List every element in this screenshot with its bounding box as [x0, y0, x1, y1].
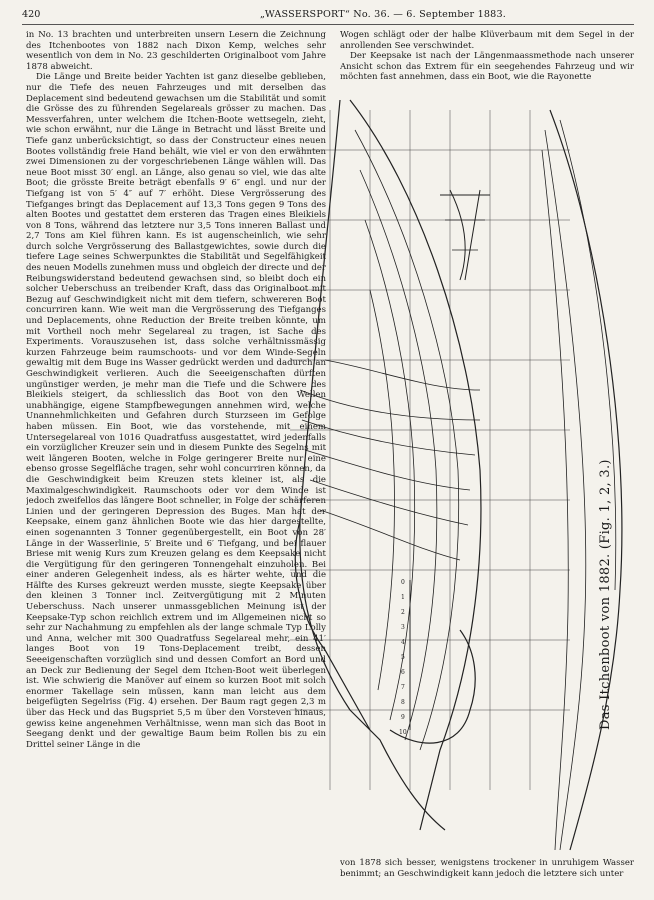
scale-mark: 0 [401, 579, 405, 586]
half-breadth-outline [350, 100, 481, 830]
page-number: 420 [22, 9, 41, 20]
paragraph: Der Keepsake ist nach der Längenmaassmethode nach unserer Ansicht schon das Extrem für ein seegehendes Fahrzeug und wir möchten fast annehmen, dass ein Boot, wie die Rayonette [340, 51, 634, 83]
figure-caption: Das Itchenboot von 1882. (Fig. 1, 2, 3.) [598, 459, 613, 730]
body-section [302, 420, 475, 455]
scale-mark: 2 [401, 609, 405, 616]
body-section [320, 510, 460, 560]
paragraph: Die Länge und Breite beider Yachten ist ganz dieselbe geblieben, nur die Tiefe des neuen Fahrzeuges und mit derselben das Deplacement sind bedeutend gewachsen um die Stabilität und somit die Grösse des zu führenden Segelareals grösser zu machen. Das Messverfahren, unter welchem die Itchen-Boote wettsegeln, zieht, wie schon erwähnt, nur die Länge in Betracht und lässt Breite und Tiefe ganz unberücksichtigt, so dass der Constructeur eines neuen Bootes vollständig freie Hand behält, wie viel er von den erwähnten zwei Dimensionen zu der vorgeschriebenen Länge wählen will. Das neue Boot misst 30′ engl. an Länge, also genau so viel, wie das alte Boot; die grösste Breite beträgt ebenfalls 9′ 6″ engl. und nur der Tiefgang ist von 5′ 4″ auf 7′ erhöht. Diese Vergrösserung des Tiefganges bringt das Deplacement auf 13,3 Tons gegen 9 Tons des alten Bootes und gestattet dem ersteren das Tragen eines Bleikiels von 8 Tons, während das letztere nur 3,5 Tons inneren Ballast und 2,7 Tons am Kiel führen kann. Es ist augenscheinlich, wie sehr durch solche Vergrösserung des Ballastgewichtes, sowie durch die tiefere Lage seines Schwerpunktes die Stabilität und Segelfähigkeit des neuen Modells zunehmen muss und obgleich der directe und der Reibungswiderstand bedeutend gewachsen sind, so bleibt doch ein solcher Ueberschuss an treibender Kraft, dass das Originalboot mit Bezug auf Geschwindigkeit nicht mit dem tiefern, schwereren Boot concurriren kann. Wie weit man die Vergrösserung des Tiefganges und Deplacements, ohne Reduction der Breite treiben könnte, um mit Vortheil noch mehr Segelareal zu tragen, ist Sache des Experiments. Vorauszusehen ist, dass solche verhältnissmässig kurzen Fahrzeuge beim raumschoots- und vor dem Winde-Segeln gewaltig mit dem Buge ins Wasser gedrückt werden und dadurch an Geschwindigkeit verlieren. Auch die Seeeigenschaften dürften ungünstiger werden, je mehr man die Tiefe und die Schwere des Bleikiels steigert, da schliesslich das Boot von den Wellen unabhängige, eigene Stampfbewegungen annehmen wird, welche Unannehmlichkeiten und Gefahren durch Sturzseen im Gefolge haben müssen. Ein Boot, wie das vorstehende, mit einem Untersegelareal von 1016 Quadratfuss ausgestattet, wird jedenfalls ein vorzüglicher Kreuzer sein und in diesem Punkte des Segelns mit weit längeren Booten, welche in Folge geringerer Breite nur eine ebenso grosse Segelfläche tragen, sehr wohl concurriren können, da die Geschwindigkeit beim Kreuzen stets kleiner ist, als die Maximalgeschwindigkeit. Raumschoots oder vor dem Winde ist jedoch zweifellos das längere Boot schneller, in Folge der schärferen Linien und der geringeren Depression des Buges. Man hat der Keepsake, einem ganz ähnlichen Boote wie das hier dargestellte, einen sogenannten 3 Tonner gegenübergestellt, ein Boot von 28′ Länge in der Wasserlinie, 5′ Breite und 6′ Tiefgang, und bei flauer Briese mit wenig Kurs zum Kreuzen gelang es dem Keepsake nicht die Vergütigung für den geringeren Tonnengehalt einzuholen. Bei einer anderen Gelegenheit indess, als es härter wehte, und die Hälfte des Kurses gekreuzt werden musste, siegte Keepsake über den kleinen 3 Tonner incl. Zeitvergütigung mit 2 Minuten Ueberschuss. Nach unserer unmassgeblichen Meinung ist der Keepsake-Typ schon reichlich extrem und im Allgemeinen nicht so sehr zur Nachahmung zu empfehlen als der lange schmale Typ Lolly und Anna, welcher mit 300 Quadratfuss Segelareal mehr, ein 41′ langes Boot von 19 Tons-Deplacement treibt, dessen Seeeigenschaften vorzüglich sind und dessen Comfort an Bord und an Deck zur Bedienung der Segel dem Itchen-Boot weit überlegen ist. Wie schwierig die Manöver auf einem so kurzen Boot mit solch enormer Takellage sein müssen, kann man leicht aus dem beigefügten Segelriss (Fig. 4) ersehen. Der Baum ragt gegen 2,3 m über das Heck und das Bugspriet 5,5 m über den Vorsteven hinaus, gewiss keine angenehmen Verhältnisse, wenn man sich das Boot in Seegang denkt und der gewaltige Baum beim Rollen bis zu ein Drittel seiner Länge in die [26, 72, 326, 750]
scale-mark: 7 [401, 684, 405, 691]
hull-profile [300, 100, 445, 830]
waterline [360, 170, 437, 740]
scale-mark: 8 [401, 699, 405, 706]
scale-mark: 6 [401, 669, 405, 676]
yacht-lines-drawing [270, 90, 654, 855]
scale-mark: 3 [401, 624, 405, 631]
scale-mark: 4 [401, 639, 405, 646]
waterline [370, 290, 394, 690]
running-title: „WASSERSPORT“ No. 36. — 6. September 1883. [260, 9, 507, 20]
page-header [22, 8, 634, 25]
scale-mark: 10 [399, 729, 407, 736]
paragraph: von 1878 sich besser, wenigstens trockener in unruhigem Wasser benimmt; an Geschwindigkeit kann jedoch die letztere sich unter [340, 858, 634, 879]
scale-mark: 1 [401, 594, 405, 601]
bow-detail [440, 190, 490, 280]
waterline [355, 130, 459, 750]
paragraph: in No. 13 brachten und unterbreiten unsern Lesern die Zeichnung des Itchenbootes von 1882 nach Dixon Kemp, welches sehr wesentlich von dem in No. 23 geschilderten Originalboot vom Jahre 1878 abweicht. [26, 30, 326, 72]
scale-marks [399, 579, 407, 736]
scale-mark: 9 [401, 714, 405, 721]
right-text-column-bottom [340, 858, 634, 888]
paragraph: Wogen schlägt oder der halbe Klüverbaum mit dem Segel in der anrollenden See verschwindet. [340, 30, 634, 51]
scale-mark: 5 [401, 654, 405, 661]
keel-outline [295, 520, 370, 730]
right-text-column-top [340, 30, 634, 94]
